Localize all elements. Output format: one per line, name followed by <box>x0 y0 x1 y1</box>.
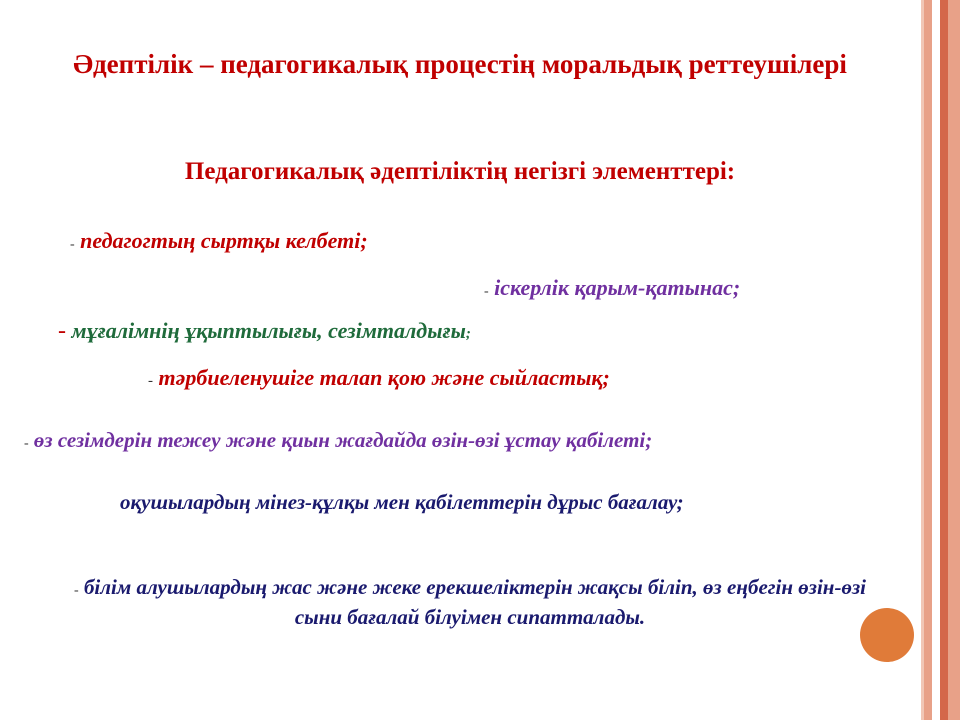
slide-subtitle: Педагогикалық әдептіліктің негізгі элементтері: <box>184 158 736 185</box>
bullet-marker: - <box>70 237 75 252</box>
bullet-marker: - <box>484 284 489 299</box>
bullet-item-2 <box>484 275 740 301</box>
bullet-marker: - <box>148 373 153 389</box>
bullet-text: мұғалімнің ұқыптылығы, сезімталдығы <box>71 318 466 343</box>
decor-circle <box>860 608 914 662</box>
bullet-text: педагогтың сыртқы келбеті; <box>80 228 368 253</box>
bullet-text: білім алушылардың жас және жеке ерекшеліктерін жақсы біліп, өз еңбегін өзін-өзі сыни бағалай білуімен сипатталады. <box>83 575 866 630</box>
bullet-item-3 <box>58 318 471 345</box>
bullet-marker: - <box>74 583 79 598</box>
bullet-tail: ; <box>465 326 471 342</box>
bullet-text: өз сезімдерін тежеу және қиын жағдайда өзін-өзі ұстау қабілеті; <box>33 428 653 452</box>
bullet-text: іскерлік қарым-қатынас; <box>494 275 741 300</box>
decor-stripe-light-outer <box>924 0 932 720</box>
decor-stripe-dark <box>940 0 948 720</box>
bullet-text: оқушылардың мінез-құлқы мен қабілеттерін дұрыс бағалау; <box>120 490 684 514</box>
decor-stripe-white <box>932 0 940 720</box>
bullet-item-5 <box>24 428 652 453</box>
bullet-text: тәрбиеленушіге талап қою және сыйластық; <box>158 365 610 390</box>
bullet-item-4 <box>148 365 610 391</box>
bullet-item-6 <box>120 490 684 515</box>
bullet-marker: - <box>24 436 29 451</box>
bullet-item-1 <box>70 228 368 254</box>
slide-title: Әдептілік – педагогикалық процестің моральдық реттеушілері <box>73 49 847 79</box>
decor-stripe-light-edge <box>948 0 960 720</box>
bullet-marker: - <box>58 318 66 344</box>
bullet-item-7 <box>60 572 880 633</box>
